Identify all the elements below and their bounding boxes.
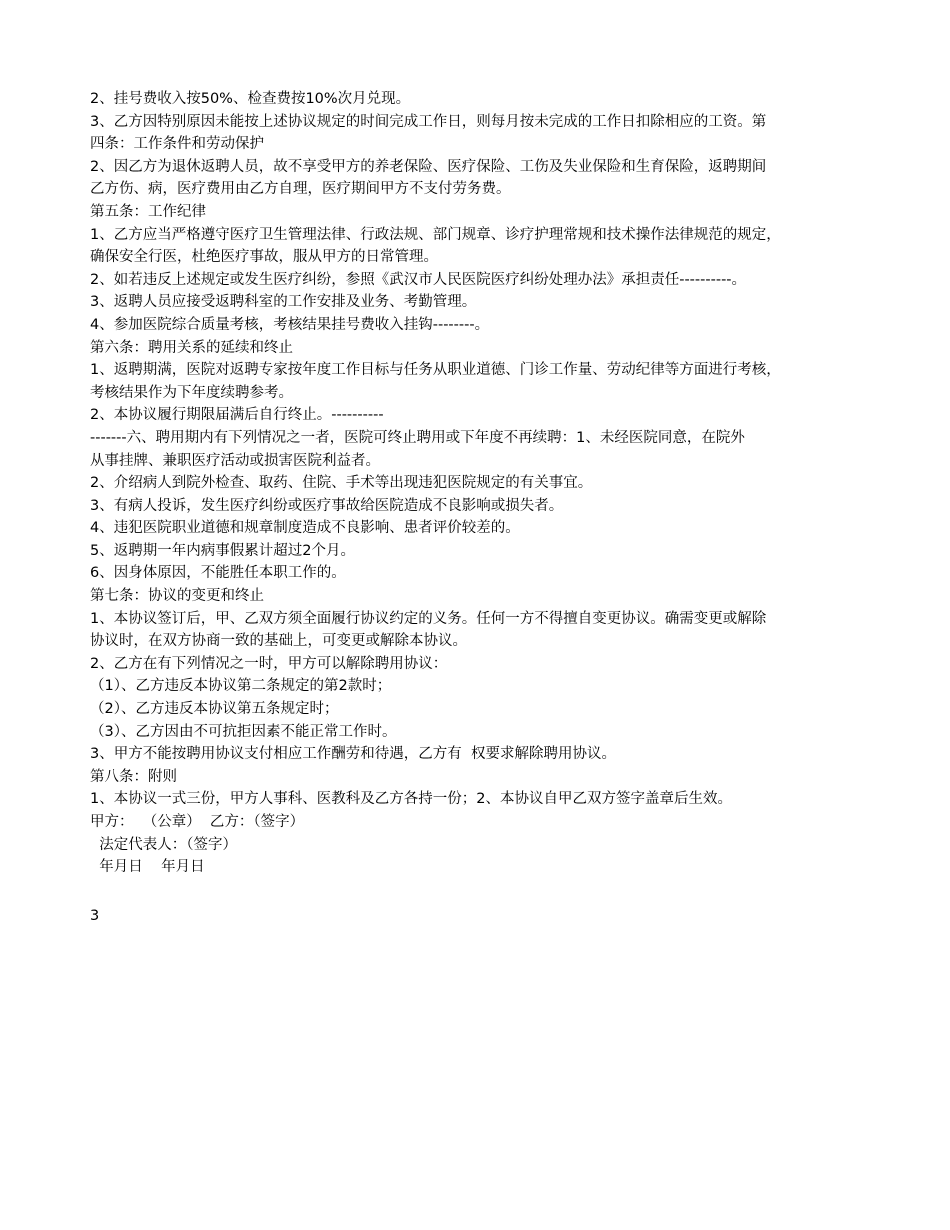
text-line: 2、挂号费收入按50%、检查费按10%次月兑现。 <box>90 91 411 107</box>
text-line: 1、本协议签订后，甲、乙双方须全面履行协议约定的义务。任何一方不得擅自变更协议。确需变更或解除 <box>90 610 767 627</box>
text-line: 2、介绍病人到院外检查、取药、住院、手术等出现违犯医院规定的有关事宜。 <box>90 475 593 492</box>
text-line: 1、返聘期满，医院对返聘专家按年度工作目标与任务从职业道德、门诊工作量、劳动纪律等方面进行考核， <box>90 362 781 379</box>
text-line: 考核结果作为下年度续聘参考。 <box>90 384 293 401</box>
document-body <box>90 88 862 879</box>
text-line: （1）、乙方违反本协议第二条规定的第2款时； <box>90 678 392 695</box>
text-line: 2、因乙方为退休返聘人员，故不享受甲方的养老保险、医疗保险、工伤及失业保险和生育保险，返聘期间 <box>90 158 767 175</box>
section-heading: 第五条：工作纪律 <box>90 203 206 220</box>
text-line: 乙方伤、病，医疗费用由乙方自理，医疗期间甲方不支付劳务费。 <box>90 181 511 198</box>
signature-line: 法定代表人：（签字） <box>90 836 237 853</box>
text-line: 4、违犯医院职业道德和规章制度造成不良影响、患者评价较差的。 <box>90 520 520 537</box>
section-heading: 第六条：聘用关系的延续和终止 <box>90 339 293 356</box>
text-line: 2、本协议履行期限届满后自行终止。---------- <box>90 407 384 424</box>
text-line: 3、乙方因特别原因未能按上述协议规定的时间完成工作日，则每月按未完成的工作日扣除相应的工资。第 <box>90 113 767 130</box>
section-heading: 第七条：协议的变更和终止 <box>90 588 264 605</box>
text-line: 1、乙方应当严格遵守医疗卫生管理法律、行政法规、部门规章、诊疗护理常规和技术操作法律规范的规定， <box>90 226 781 243</box>
page-number: 3 <box>90 908 100 924</box>
text-line: 确保安全行医，杜绝医疗事故，服从甲方的日常管理。 <box>90 249 438 266</box>
signature-line: 甲方： （公章） 乙方：（签字） <box>90 814 305 830</box>
date-line: 年月日 年月日 <box>90 859 205 876</box>
text-line: 5、返聘期一年内病事假累计超过2个月。 <box>90 542 355 559</box>
section-heading: 第八条：附则 <box>90 768 177 785</box>
text-line: 3、甲方不能按聘用协议支付相应工作酬劳和待遇，乙方有 权要求解除聘用协议。 <box>90 746 616 763</box>
text-line: 1、本协议一式三份，甲方人事科、医教科及乙方各持一份；2、本协议自甲乙双方签字盖章后生效。 <box>90 791 732 808</box>
text-line: 6、因身体原因，不能胜任本职工作的。 <box>90 565 346 582</box>
text-line: 2、如若违反上述规定或发生医疗纠纷，参照《武汉市人民医院医疗纠纷处理办法》承担责任----------。 <box>90 271 747 288</box>
text-line: 协议时，在双方协商一致的基础上，可变更或解除本协议。 <box>90 633 467 650</box>
text-line: 从事挂牌、兼职医疗活动或损害医院利益者。 <box>90 452 380 469</box>
text-line: （3）、乙方因由不可抗拒因素不能正常工作时。 <box>90 723 397 740</box>
text-line: 2、乙方在有下列情况之一时，甲方可以解除聘用协议： <box>90 655 448 672</box>
text-line: -------六、聘用期内有下列情况之一者，医院可终止聘用或下年度不再续聘：1、未经医院同意，在院外 <box>90 429 745 446</box>
text-line: 3、有病人投诉，发生医疗纠纷或医疗事故给医院造成不良影响或损失者。 <box>90 497 564 514</box>
text-line: 4、参加医院综合质量考核，考核结果挂号费收入挂钩--------。 <box>90 316 490 333</box>
text-line: 3、返聘人员应接受返聘科室的工作安排及业务、考勤管理。 <box>90 294 477 311</box>
text-line: 四条：工作条件和劳动保护 <box>90 136 264 153</box>
text-line: （2）、乙方违反本协议第五条规定时； <box>90 701 339 718</box>
